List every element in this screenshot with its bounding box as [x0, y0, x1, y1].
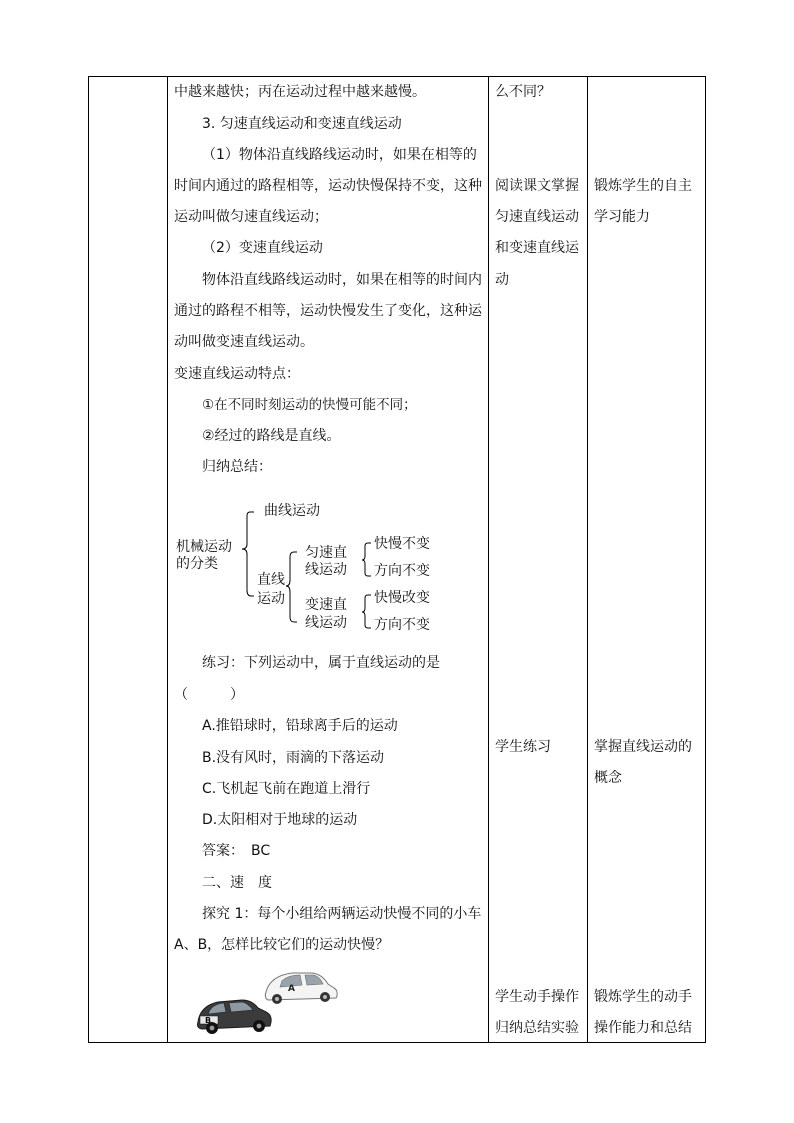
student-activity-line: 么不同？ [495, 84, 551, 100]
content-line: 变速直线运动特点： [174, 366, 300, 382]
content-line: ①在不同时刻运动的快慢可能不同； [202, 397, 417, 413]
content-line: 动叫做变速直线运动。 [174, 334, 314, 350]
content-line: （2）变速直线运动 [202, 240, 323, 256]
option-d: D.太阳相对于地球的运动 [202, 812, 358, 828]
design-intent-line: 锻炼学生的自主 [594, 178, 692, 194]
section-heading: 二、速 度 [202, 875, 272, 891]
diagram-variable-label: 变速直 [305, 597, 347, 613]
design-intent-line: 掌握直线运动的 [594, 739, 692, 755]
content-line: 中越来越快；丙在运动过程中越来越慢。 [174, 84, 426, 100]
diagram-leaf-label: 快慢改变 [374, 590, 430, 606]
diagram-variable-label: 线运动 [305, 615, 347, 631]
section-heading: 3. 匀速直线运动和变速直线运动 [202, 116, 402, 132]
option-c: C.飞机起飞前在跑道上滑行 [202, 781, 371, 797]
student-activity-line: 学生动手操作 [495, 989, 579, 1005]
student-activity-line: 学生练习 [495, 739, 551, 755]
content-line: 物体沿直线路线运动时，如果在相等的时间内 [202, 272, 482, 288]
student-activity-line: 动 [495, 272, 509, 288]
straight-brace [286, 552, 297, 622]
content-line: ②经过的路线是直线。 [202, 428, 341, 444]
content-line: 归纳总结： [202, 459, 272, 475]
classification-diagram [170, 494, 470, 644]
diagram-leaf-label: 方向不变 [374, 563, 430, 579]
explore-line: A、B，怎样比较它们的运动快慢？ [174, 937, 390, 953]
design-intent-line: 学习能力 [594, 209, 650, 225]
design-intent-line: 概念 [594, 770, 622, 786]
diagram-straight-label: 直线 [257, 572, 285, 588]
variable-brace [362, 595, 371, 628]
main-brace [242, 512, 254, 596]
student-activity-line: 阅读课文掌握 [495, 178, 579, 194]
answer-line: 答案： BC [202, 843, 271, 859]
diagram-leaf-label: 快慢不变 [374, 536, 430, 552]
diagram-leaf-label: 方向不变 [374, 617, 430, 633]
diagram-root-label: 的分类 [176, 556, 218, 572]
cars-illustration [196, 962, 341, 1042]
content-line: （1）物体沿直线路线运动时，如果在相等的 [202, 147, 477, 163]
car-a-icon [265, 973, 337, 1004]
column-divider-1 [167, 76, 168, 1043]
option-b: B.没有风时，雨滴的下落运动 [202, 750, 385, 766]
student-activity-line: 归纳总结实验 [495, 1020, 579, 1036]
content-line: 运动叫做匀速直线运动； [174, 209, 328, 225]
column-divider-2 [488, 76, 489, 1043]
design-intent-line: 锻炼学生的动手 [594, 989, 692, 1005]
car-b-icon [198, 1000, 272, 1034]
column-divider-3 [587, 76, 588, 1043]
content-line: 通过的路程不相等，运动快慢发生了变化，这种运 [174, 303, 482, 319]
practice-question: 练习：下列运动中，属于直线运动的是 [202, 655, 440, 671]
uniform-brace [362, 543, 371, 576]
answer-blank: （ ） [174, 687, 244, 703]
student-activity-line: 和变速直线运 [495, 240, 579, 256]
diagram-straight-label: 运动 [257, 591, 285, 607]
svg-text:B: B [205, 1016, 212, 1025]
content-line: 时间内通过的路程相等，运动快慢保持不变，这种 [174, 178, 482, 194]
diagram-uniform-label: 匀速直 [305, 545, 347, 561]
design-intent-line: 操作能力和总结 [594, 1020, 692, 1036]
svg-text:A: A [288, 984, 295, 994]
student-activity-line: 匀速直线运动 [495, 209, 579, 225]
option-a: A.推铅球时，铅球离手后的运动 [202, 718, 398, 734]
diagram-curve-label: 曲线运动 [264, 503, 320, 519]
explore-line: 探究 1：每个小组给两辆运动快慢不同的小车 [202, 906, 482, 922]
diagram-uniform-label: 线运动 [305, 562, 347, 578]
diagram-root-label: 机械运动 [176, 539, 232, 555]
